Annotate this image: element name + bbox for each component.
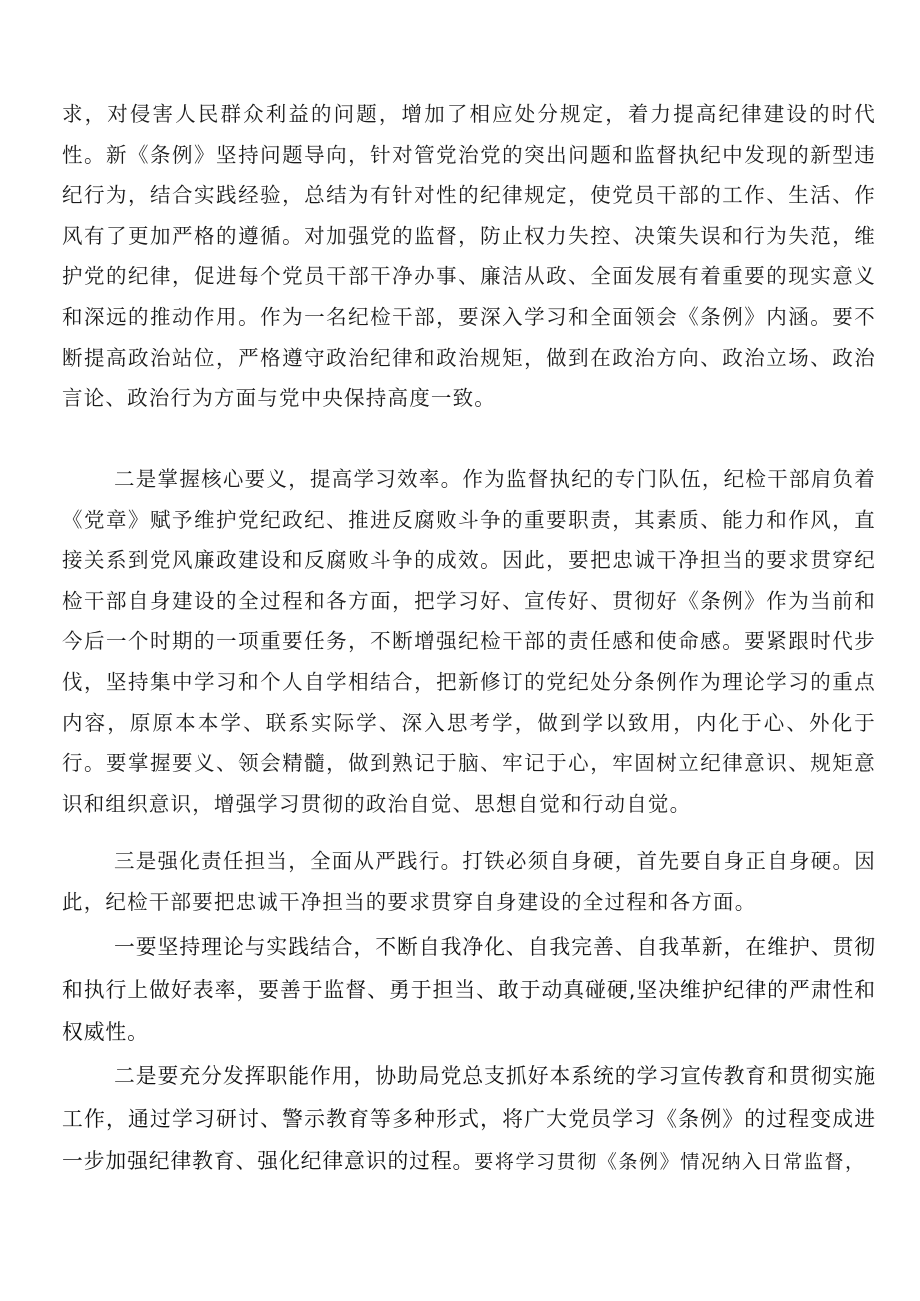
paragraph-1: 求，对侵害人民群众利益的问题，增加了相应处分规定，着力提高纪律建设的时代性。新《条例》坚持问题导向，针对管党治党的突出问题和监督执纪中发现的新型违纪行为，结合实践经验，总结为有针对性的纪律规定，使党员干部的工作、生活、作风有了更加严格的遵循。对加强党的监督，防止权力失控、决策失误和行为失范，维护党的纪律，促进每个党员干部干净办事、廉洁从政、全面发展有着重要的现实意义和深远的推动作用。作为一名纪检干部，要深入学习和全面领会《条例》内涵。要不断提高政治站位，严格遵守政治纪律和政治规矩，做到在政治方向、政治立场、政治言论、政治行为方面与党中央保持高度一致。 [62, 102, 876, 411]
paragraph-3: 三是强化责任担当，全面从严践行。打铁必须自身硬，首先要自身正自身硬。因此，纪检干部要把忠诚干净担当的要求贯穿自身建设的全过程和各方面。 [62, 849, 876, 914]
paragraph-5-main: 二是要充分发挥职能作用，协助局党总支抓好本系统的学习宣传教育和贯彻实施工作，通过学习研讨、警示教育等多种形式，将广大党员学习《条例》的过程变成进一步加强纪律教育、强化纪律意识的过程。 [62, 1064, 876, 1173]
paragraph-4: 一要坚持理论与实践结合，不断自我净化、自我完善、自我革新，在维护、贯彻和执行上做好表率，要善于监督、勇于担当、敢于动真碰硬,坚决维护纪律的严肃性和权威性。 [62, 935, 876, 1044]
paragraph-2: 二是掌握核心要义，提高学习效率。作为监督执纪的专门队伍，纪检干部肩负着《党章》赋予维护党纪政纪、推进反腐败斗争的重要职责，其素质、能力和作风，直接关系到党风廉政建设和反腐败斗争的成效。因此，要把忠诚干净担当的要求贯穿纪检干部自身建设的全过程和各方面，把学习好、宣传好、贯彻好《条例》作为当前和今后一个时期的一项重要任务，不断增强纪检干部的责任感和使命感。要紧跟时代步伐，坚持集中学习和个人自学相结合，把新修订的党纪处分条例作为理论学习的重点内容，原原本本学、联系实际学、深入思考学，做到学以致用，内化于心、外化于行。要掌握要义、领会精髓，做到熟记于脑、牢记于心，牢固树立纪律意识、规矩意识和组织意识，增强学习贯彻的政治自觉、思想自觉和行动自觉。 [62, 467, 876, 816]
paragraph-5 [62, 1055, 876, 1184]
paragraph-5-tail: 要将学习贯彻《条例》情况纳入日常监督， [474, 1151, 866, 1173]
